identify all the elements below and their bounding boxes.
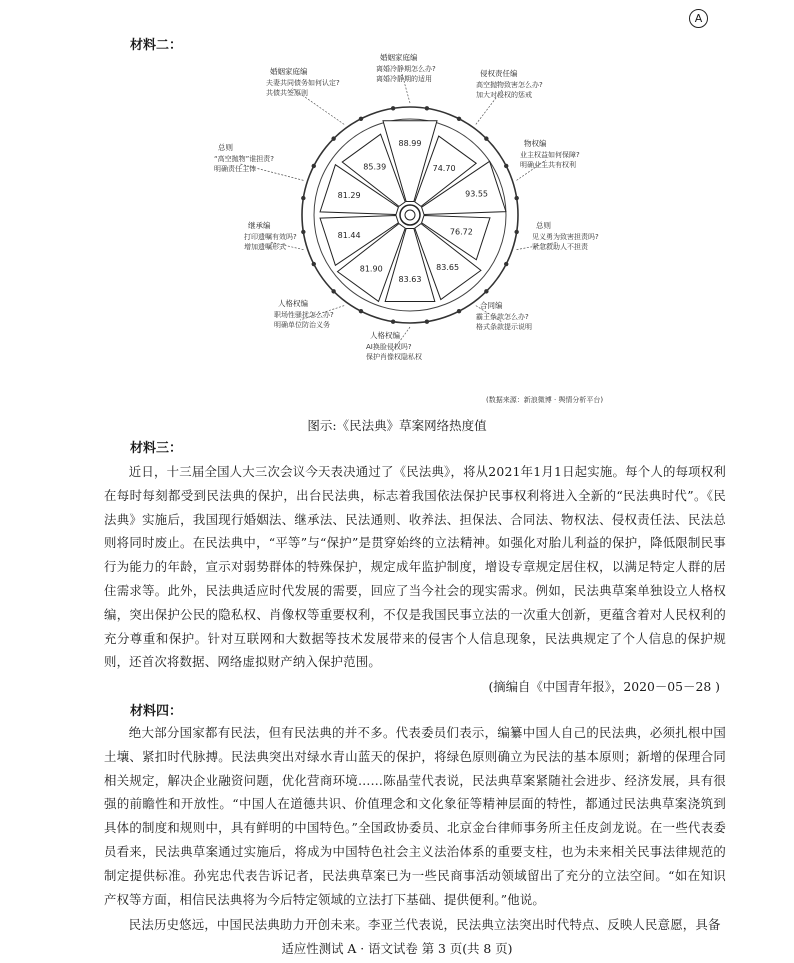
sector-value-label: 81.44 [337,230,361,240]
annotation-question: 业主权益如何保障? [520,151,580,159]
sector-value-label: 85.39 [363,162,387,172]
ring-dot [457,309,461,313]
center-dot [405,210,415,220]
material3-paragraph: 近日，十三届全国人大三次会议今天表决通过了《民法典》，将从2021年1月1日起实施。每个人的每项权利在每时每刻都受到民法典的保护，出台民法典，标志着我国依法保护民事权利将进入全新的“民法典时代”。《民法典》实施后，我国现行婚姻法、继承法、民法通则、收养法、担保法、合同法、物权法、侵权责任法、民法总则将同时废止。在民法典中，“平等”与“保护”是贯穿始终的立法精神。如强化对胎儿利益的保护，降低限制民事行为能力的年龄，宣示对弱势群体的特殊保护，规定成年监护制度，增设专章规定居住权，以满足特定人群的居住需求等。此外，民法典适应时代发展的需要，回应了当今社会的现实需求。例如，民法典草案单独设立人格权编，突出保护公民的隐私权、肖像权等重要权利，不仅是我国民事立法的一次重大创新，更蕴含着对人民权利的充分尊重和保护。针对互联网和大数据等技术发展带来的侵害个人信息现象，民法典规定了个人信息的保护规则，还首次将数据、网络虚拟财产纳入保护范围。 [104,464,726,670]
annotation-question: 见义勇为致害担责吗? [532,233,599,241]
material2-title: 材料二： [130,38,183,53]
annotation-question: 高空抛物致害怎么办? [476,81,543,89]
annotation-answer: 紧急救助人不担责 [532,243,588,251]
radial-heat-chart [214,50,604,410]
sector-value-label: 88.99 [398,139,422,148]
sector-value-label: 81.90 [359,264,383,274]
annotation-title: 人格权编 [278,299,308,308]
page-footer: 适应性测试 A · 语文试卷 第 3 页(共 8 页) [281,941,513,956]
material4-paragraph-1: 绝大部分国家都有民法，但有民法典的并不多。代表委员们表示，编纂中国人自己的民法典，必须扎根中国土壤、紧扣时代脉搏。民法典突出对绿水青山蓝天的保护，将绿色原则确立为民法的基本原则；新增的保理合同相关规定，解决企业融资问题，优化营商环境……陈晶莹代表说，民法典草案紧随社会进步、经济发展，具有很强的前瞻性和开放性。“中国人在道德共识、价值理念和文化象征等精神层面的特性，都通过民法典草案浇筑到具体的制度和规则中，具有鲜明的中国特色。”全国政协委员、北京金台律师事务所主任皮剑龙说。在一些代表委员看来，民法典草案通过实施后，将成为中国特色社会主义法治体系的重要支柱，也为未来相关民事法律规范的制定提供标准。孙宪忠代表告诉记者，民法典草案已为一些民商事活动领域留出了充分的立法空间。“如在知识产权等方面，相信民法典将为今后特定领域的立法打下基础、提供便利。”他说。 [104,725,726,907]
annotation-question: AI换脸侵权吗? [366,343,412,351]
annotation-question: 离婚冷静期怎么办? [376,65,436,73]
annotation-title: 物权编 [524,139,547,148]
annotation-answer: 加大对侵权的惩戒 [476,91,532,99]
annotation-question: 霸王条款怎么办? [476,313,529,321]
ring-dot [484,289,488,293]
sector-value-label: 74.70 [432,164,456,174]
annotation-title: 婚姻家庭编 [380,53,418,62]
annotation-answer: 增加遗嘱形式 [244,243,286,251]
annotation-title: 总则 [218,143,233,152]
annotation-title: 人格权编 [370,331,400,340]
annotation-answer: 保护肖像权隐私权 [366,353,422,361]
annotation-question: 打印遗嘱有效吗? [244,233,297,241]
sector-value-label: 93.55 [465,189,489,199]
ring-dot [504,164,508,168]
sector-value-label: 81.29 [337,191,361,201]
ring-dot [359,309,363,313]
annotation-title: 婚姻家庭编 [270,67,308,76]
ring-dot [484,136,488,140]
sector-value-label: 83.63 [398,275,422,284]
ring-dot [301,230,305,234]
material3-title: 材料三： [130,441,183,456]
material4-paragraph-2: 民法历史悠远，中国民法典助力开创未来。李亚兰代表说，民法典立法突出时代特点、反映人民意愿，具备 [128,917,721,932]
ring-dot [514,196,518,200]
annotation-question: “高空抛物”谁担责? [214,155,274,163]
material4-title: 材料四： [130,704,183,719]
ring-dot [391,106,395,110]
sector-value-label: 83.65 [436,262,460,272]
ring-dot [359,117,363,121]
ring-dot [425,106,429,110]
annotation-title: 合同编 [480,301,503,310]
annotation-answer: 明确单位防治义务 [274,321,330,329]
material3-source: (摘编自《中国青年报》，2020－05－28 ) [488,679,720,694]
ring-dot [312,164,316,168]
ring-dot [312,262,316,266]
sector-value-label: 76.72 [449,227,473,237]
chart-caption: 图示:《民法典》草案网络热度值 [307,418,487,433]
annotation-title: 总则 [536,221,551,230]
ring-dot [331,289,335,293]
annotation-question: 夫妻共同债务如何认定? [266,79,340,87]
annotation-title: 侵权责任编 [480,69,518,78]
annotation-question: 职场性骚扰怎么办? [274,311,334,319]
source-note: (数据来源：新浪微博 · 舆情分析平台) [486,396,604,404]
annotation-answer: 离婚冷静期的适用 [376,75,432,83]
ring-dot [514,230,518,234]
ring-dot [504,262,508,266]
annotation-answer: 明确责任主体 [214,165,256,173]
ring-dot [457,117,461,121]
ring-dot [391,319,395,323]
annotation-answer: 共债共签原则 [266,89,308,97]
annotation-answer: 格式条款提示说明 [476,323,532,331]
annotation-title: 继承编 [248,221,271,230]
ring-dot [301,196,305,200]
ring-dot [331,136,335,140]
page-badge: A [689,9,708,28]
annotation-answer: 明确业主共有权利 [520,161,576,169]
ring-dot [425,319,429,323]
